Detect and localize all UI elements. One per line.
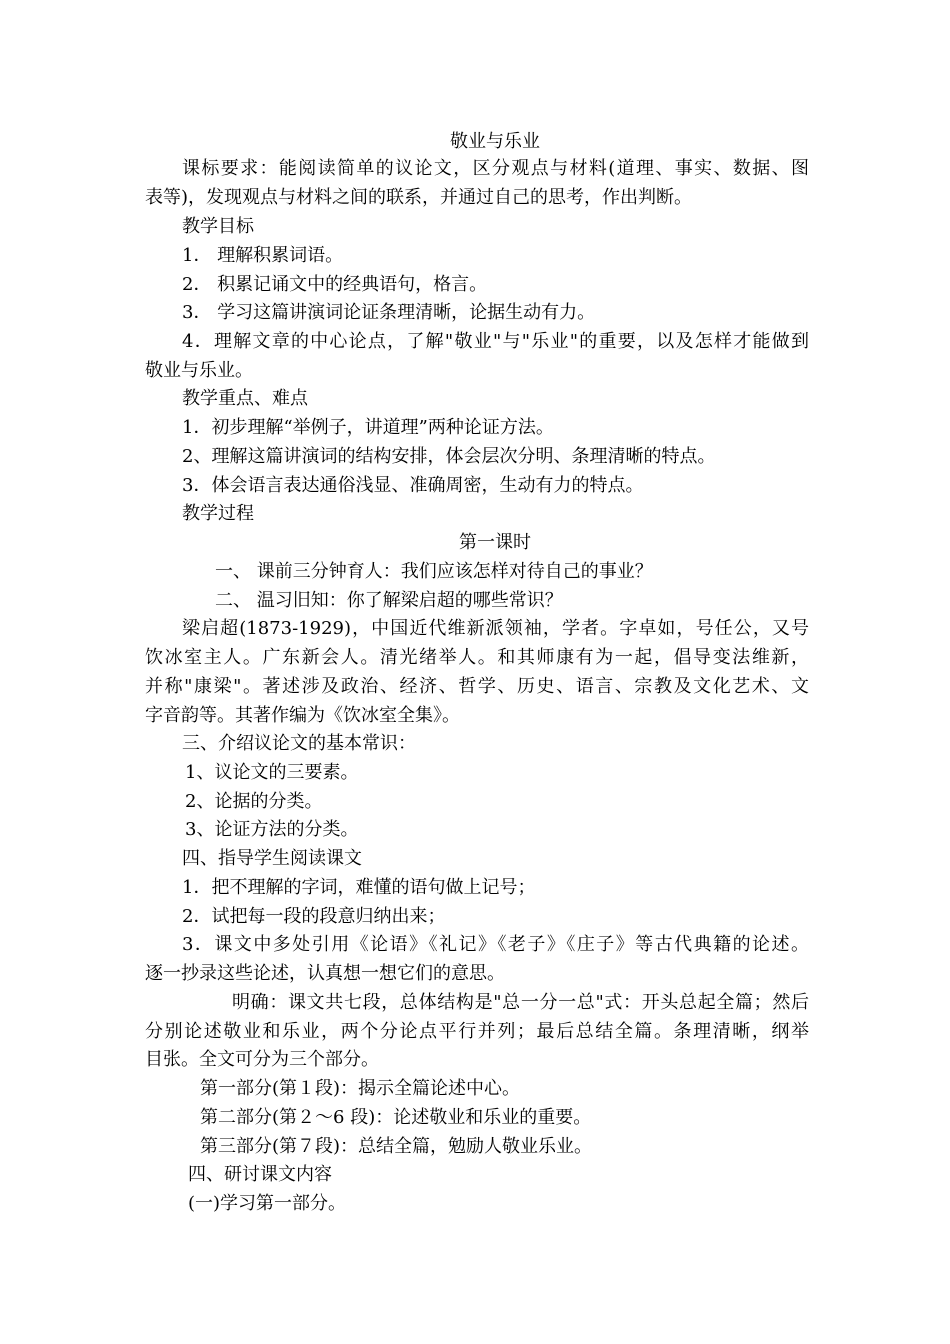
paragraph-line: 梁启超(1873-1929)，中国近代维新派领袖，学者。字卓如，号任公，又号: [182, 618, 809, 639]
list-item: 1．初步理解“举例子，讲道理”两种论证方法。: [182, 417, 554, 438]
list-item: 第一部分(第１段)：揭示全篇论述中心。: [200, 1078, 521, 1099]
paragraph-line: 敬业与乐业。: [145, 360, 253, 381]
paragraph-line: 分别论述敬业和乐业，两个分论点平行并列；最后总结全篇。条理清晰，纲举: [145, 1021, 809, 1042]
list-item: 3． 学习这篇讲演词论证条理清晰，论据生动有力。: [182, 302, 596, 323]
section-heading: 三、介绍议论文的基本常识：: [182, 733, 416, 754]
paragraph-line: 逐一抄录这些论述，认真想一想它们的意思。: [145, 963, 505, 984]
section-heading: 教学目标: [182, 216, 254, 237]
list-item: 1、议论文的三要素。: [185, 762, 359, 783]
list-item: 4．理解文章的中心论点，了解"敬业"与"乐业"的重要，以及怎样才能做到: [182, 331, 809, 352]
list-item: 第二部分(第２～6 段)：论述敬业和乐业的重要。: [200, 1107, 592, 1128]
list-item: 1． 理解积累词语。: [182, 245, 344, 266]
paragraph-line: 饮冰室主人。广东新会人。清光绪举人。和其师康有为一起，倡导变法维新，: [145, 647, 809, 668]
list-item: 2．试把每一段的段意归纳出来；: [182, 906, 446, 927]
list-item: 2、理解这篇讲演词的结构安排，体会层次分明、条理清晰的特点。: [182, 446, 716, 467]
list-item: 第三部分(第７段)：总结全篇，勉励人敬业乐业。: [200, 1136, 593, 1157]
section-heading: 教学过程: [182, 503, 254, 524]
list-item: 3．体会语言表达通俗浅显、准确周密，生动有力的特点。: [182, 475, 644, 496]
paragraph-line: 目张。全文可分为三个部分。: [145, 1049, 379, 1070]
paragraph-line: 明确：课文共七段，总体结构是"总一分一总"式：开头总起全篇；然后: [232, 992, 809, 1013]
section-heading: 四、指导学生阅读课文: [182, 848, 362, 869]
paragraph-line: 并称"康梁"。著述涉及政治、经济、哲学、历史、语言、宗教及文化艺术、文: [145, 676, 809, 697]
paragraph-line: 表等)，发现观点与材料之间的联系，并通过自己的思考，作出判断。: [145, 187, 693, 208]
section-heading: 教学重点、难点: [182, 388, 308, 409]
paragraph-line: 课标要求：能阅读简单的议论文，区分观点与材料(道理、事实、数据、图: [182, 158, 809, 179]
list-item: 一、 课前三分钟育人：我们应该怎样对待自己的事业？: [215, 561, 653, 582]
paragraph-line: 字音韵等。其著作编为《饮冰室全集》。: [145, 705, 460, 726]
list-item: 二、 温习旧知：你了解梁启超的哪些常识？: [215, 590, 563, 611]
list-item: 2． 积累记诵文中的经典语句，格言。: [182, 274, 488, 295]
document-title: 敬业与乐业: [450, 131, 540, 152]
section-heading: 四、研讨课文内容: [188, 1164, 332, 1185]
list-item: 3．课文中多处引用《论语》《礼记》《老子》《庄子》等古代典籍的论述。: [182, 934, 809, 955]
list-item: 2、论据的分类。: [185, 791, 323, 812]
list-item: (一)学习第一部分。: [188, 1193, 347, 1214]
list-item: 1．把不理解的字词，难懂的语句做上记号；: [182, 877, 536, 898]
list-item: 3、论证方法的分类。: [185, 819, 359, 840]
lesson-heading: 第一课时: [459, 532, 531, 553]
